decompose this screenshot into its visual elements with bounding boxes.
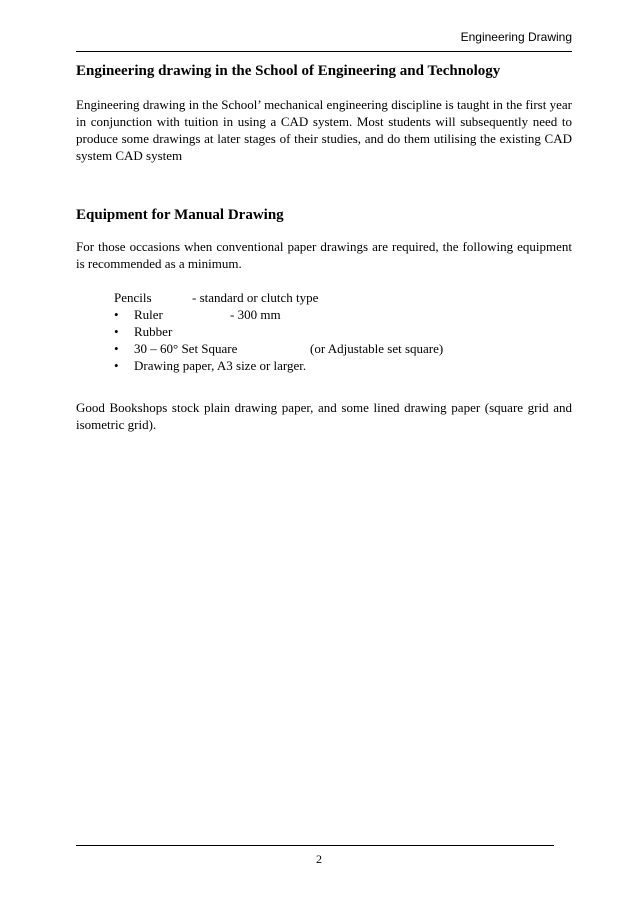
section-heading-equipment: Equipment for Manual Drawing [76,207,284,223]
footer-rule [76,845,554,846]
running-header: Engineering Drawing [460,30,572,44]
section-heading-school: Engineering drawing in the School of Engineering and Technology [76,63,501,79]
closing-paragraph: Good Bookshops stock plain drawing paper, and some lined drawing paper (square grid and isometric grid). [76,400,572,432]
list-item-text: Drawing paper, A3 size or larger. [134,358,307,373]
list-item-set-square [114,340,572,357]
header-rule [76,51,572,52]
list-item-text: Rubber [134,324,173,339]
pencils-note: - standard or clutch type [192,290,319,305]
list-item-text: 30 – 60° Set Square [134,341,238,356]
page-content [76,60,572,433]
bullet-icon: • [114,341,119,356]
page-number: 2 [316,852,322,866]
list-item-note: (or Adjustable set square) [310,341,444,356]
equipment-list [76,289,572,374]
list-item-rubber [114,323,572,340]
bullet-icon: • [114,324,119,339]
list-item-pencils [114,289,572,306]
list-item-ruler [114,306,572,323]
list-item-drawing-paper [114,357,572,374]
list-item-note: - 300 mm [230,307,281,322]
intro-paragraph: Engineering drawing in the School’ mechanical engineering discipline is taught in the first year in conjunction with tuition in using a CAD system. Most students will subsequently need to produce some drawings at later stages of their studies, and do them utilising the existing CAD system CAD system [76,97,572,163]
pencils-label: Pencils [114,290,152,305]
list-item-text: Ruler [134,307,163,322]
equipment-intro-paragraph: For those occasions when conventional paper drawings are required, the following equipment is recommended as a minimum. [76,239,572,271]
bullet-icon: • [114,358,119,373]
bullet-icon: • [114,307,119,322]
